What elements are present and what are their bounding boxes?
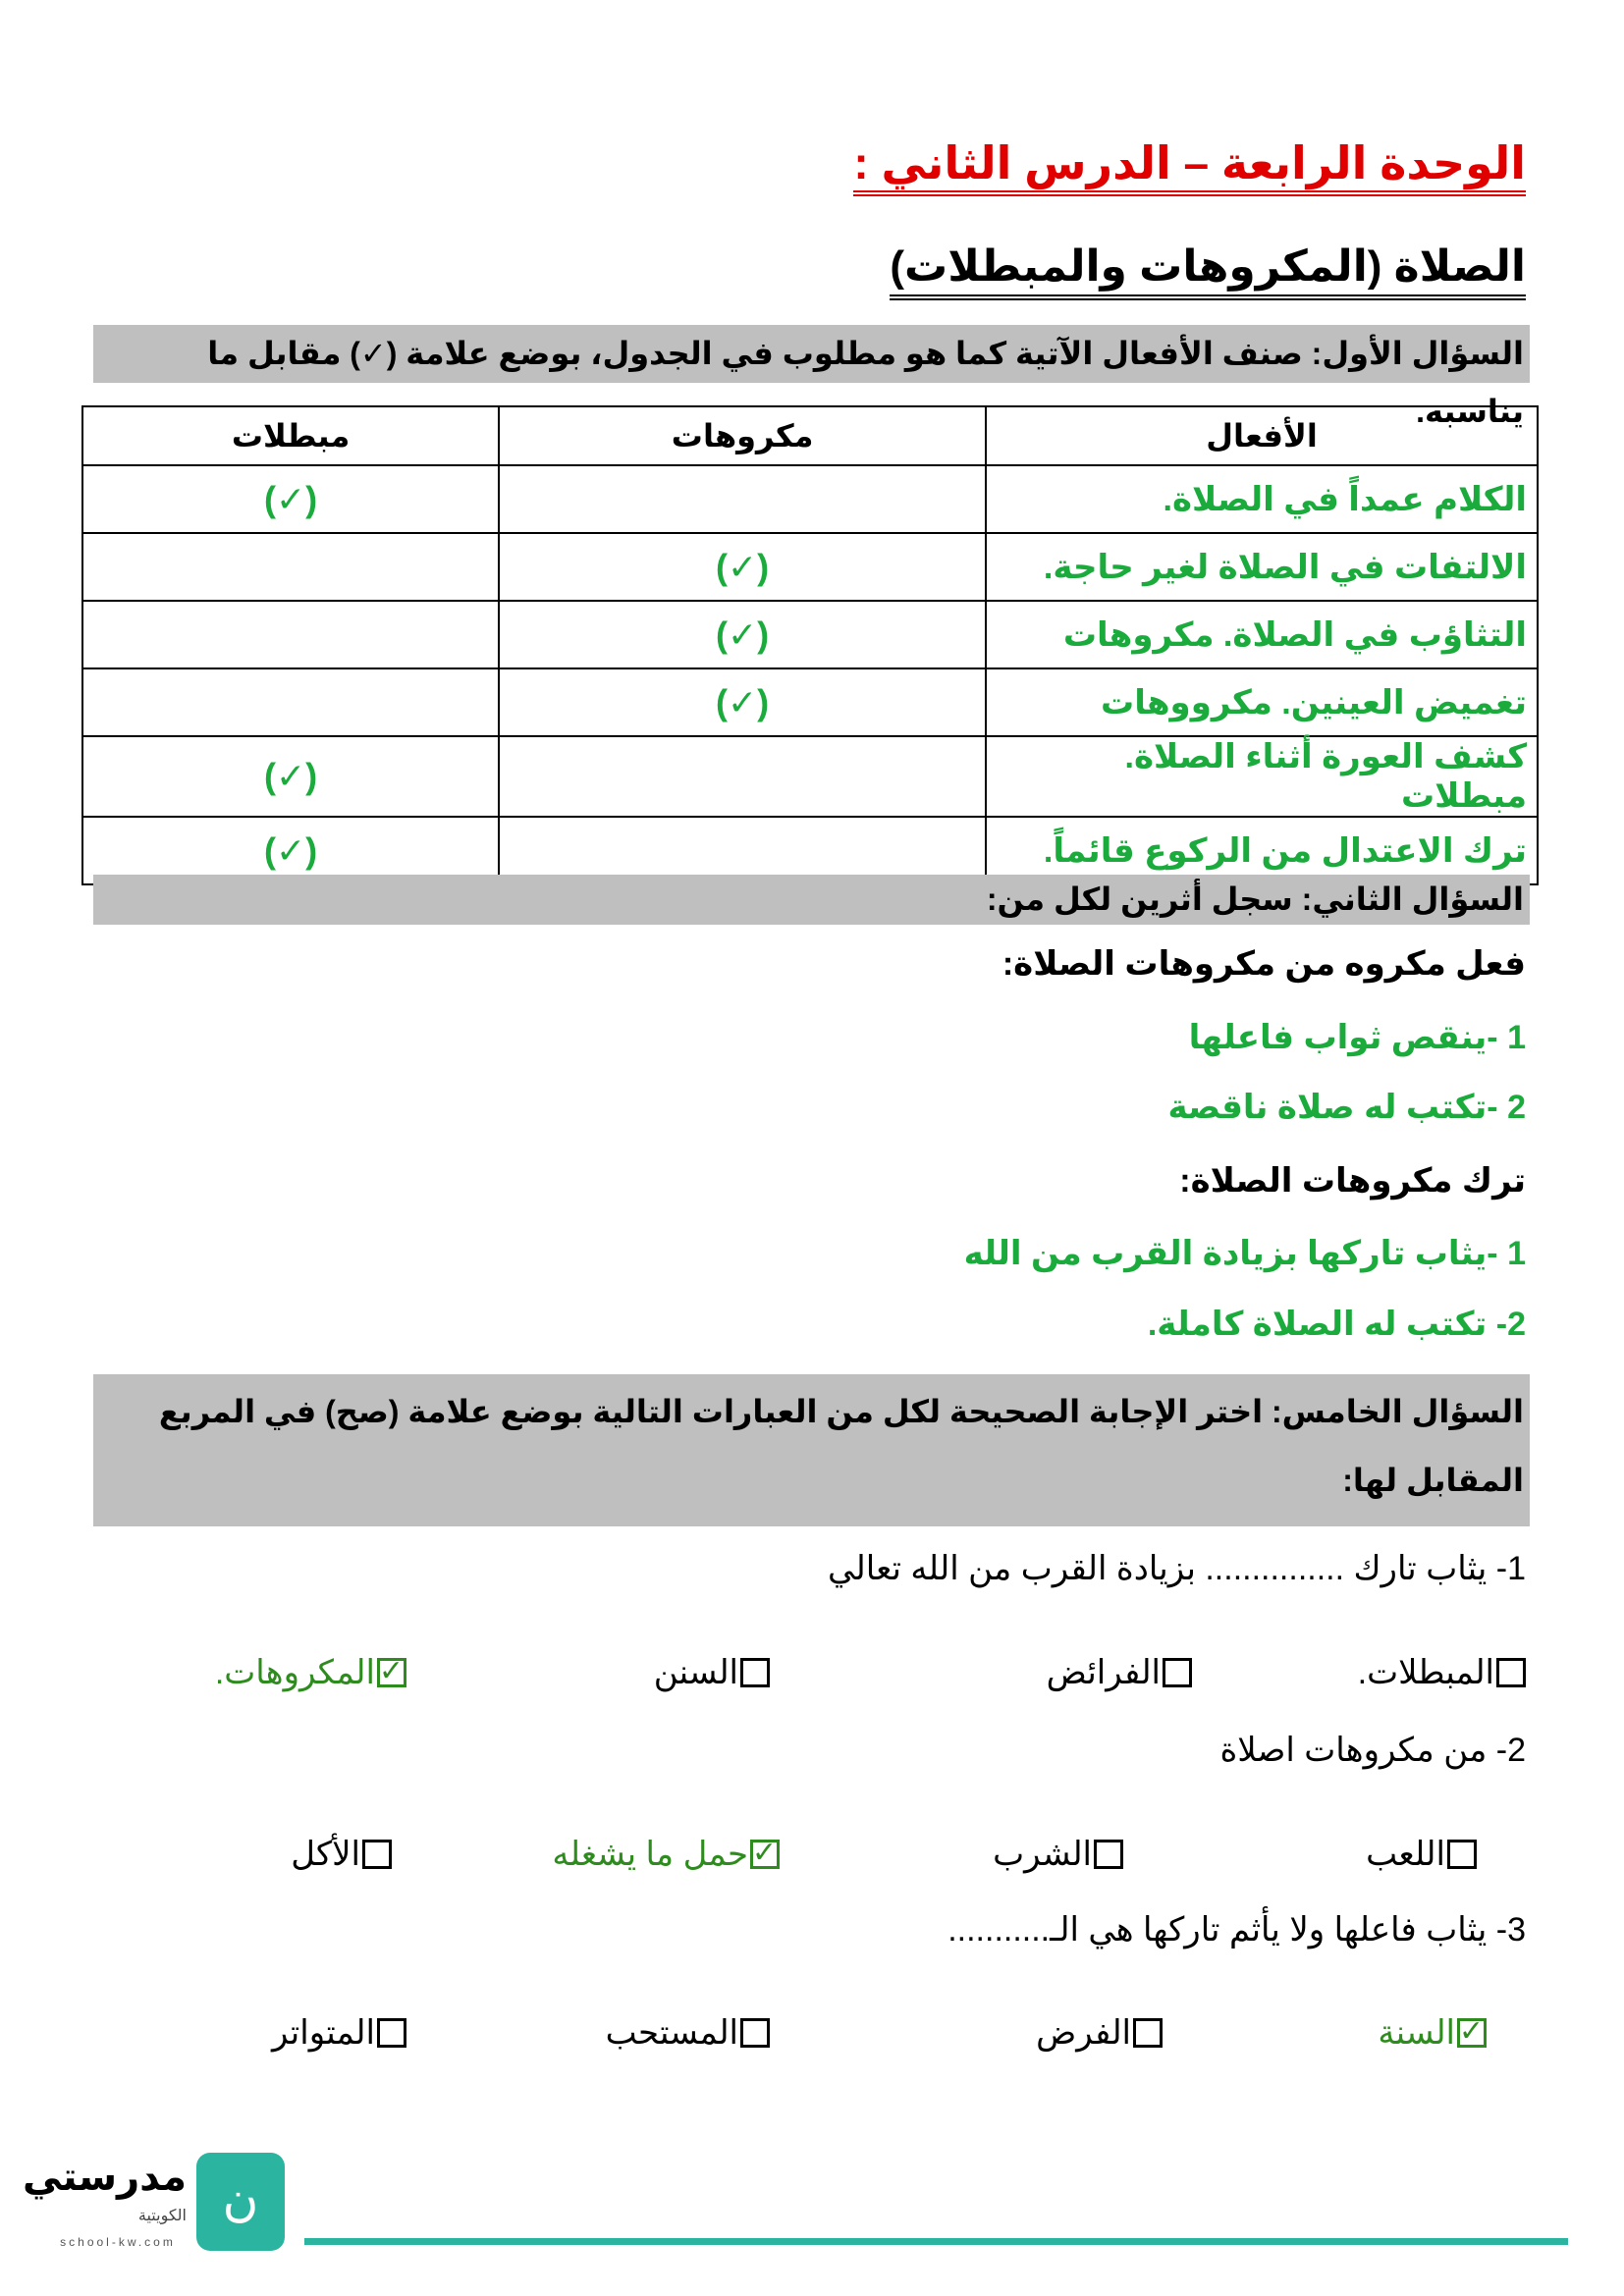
checkbox-icon[interactable] bbox=[1163, 1658, 1192, 1687]
unit-title: الوحدة الرابعة – الدرس الثاني : bbox=[853, 135, 1526, 196]
checkbox-icon[interactable] bbox=[740, 2018, 770, 2048]
q5-prompt-line-1: السؤال الخامس: اختر الإجابة الصحيحة لكل من العبارات التالية بوضع علامة (صح) في المربع bbox=[158, 1394, 1524, 1429]
q2-prompt: السؤال الثاني: سجل أثرين لكل من: bbox=[93, 875, 1530, 925]
checkbox-icon[interactable] bbox=[1496, 1658, 1526, 1687]
mubtil-cell bbox=[82, 668, 499, 736]
q5-option[interactable] bbox=[552, 1835, 780, 1874]
table-row bbox=[82, 668, 1538, 736]
option-label: المتواتر bbox=[272, 2014, 375, 2052]
checkbox-icon[interactable] bbox=[740, 1658, 770, 1687]
madrasati-logo bbox=[22, 2145, 295, 2272]
option-label: الشرب bbox=[993, 1836, 1092, 1873]
q5-option[interactable] bbox=[1378, 2013, 1487, 2053]
checkbox-icon[interactable] bbox=[362, 1840, 392, 1869]
q2-b-answer-2: 2- تكتب له الصلاة كاملة. bbox=[1147, 1306, 1526, 1343]
action-cell: الكلام عمداً في الصلاة. bbox=[986, 465, 1538, 533]
mubtil-cell bbox=[82, 601, 499, 668]
col-mubtil: مبطلات bbox=[82, 406, 499, 465]
checkbox-icon[interactable] bbox=[377, 2018, 406, 2048]
q5-option[interactable] bbox=[606, 2013, 770, 2053]
mubtil-cell: (✓) bbox=[82, 736, 499, 817]
action-cell: تغميض العينين. مكرووهات bbox=[986, 668, 1538, 736]
q5-question-3: 3- يثاب فاعلها ولا يأثم تاركها هي الـ........... bbox=[947, 1911, 1526, 1949]
q2-b-answer-1: 1 -يثاب تاركها بزيادة القرب من الله bbox=[963, 1235, 1526, 1272]
q1-prompt: السؤال الأول: صنف الأفعال الآتية كما هو مطلوب في الجدول، بوضع علامة (✓) مقابل ما يناسبه. bbox=[93, 325, 1530, 383]
lesson-subtitle: الصلاة (المكروهات والمبطلات) bbox=[890, 240, 1526, 300]
q2-a-answer-1: 1 -ينقص ثواب فاعلها bbox=[1188, 1019, 1526, 1056]
logo-mark-icon: ن bbox=[196, 2153, 285, 2251]
action-cell: كشف العورة أثناء الصلاة. مبطلات bbox=[986, 736, 1538, 817]
q5-option[interactable] bbox=[1366, 1835, 1477, 1874]
q5-prompt bbox=[93, 1374, 1530, 1526]
table-row bbox=[82, 601, 1538, 668]
option-label: حمل ما يشغله bbox=[552, 1836, 748, 1873]
action-cell: ترك الاعتدال من الركوع قائماً. bbox=[986, 817, 1538, 884]
q5-prompt-line-2: المقابل لها: bbox=[1342, 1463, 1524, 1498]
makruh-cell: (✓) bbox=[499, 533, 986, 601]
q5-option[interactable] bbox=[1358, 1653, 1526, 1692]
q5-option[interactable] bbox=[1047, 1653, 1192, 1692]
table-row bbox=[82, 736, 1538, 817]
checked-checkbox-icon[interactable]: ✓ bbox=[377, 1658, 406, 1687]
checkbox-icon[interactable] bbox=[1094, 1840, 1123, 1869]
option-label: الفرض bbox=[1036, 2014, 1131, 2052]
classification-table bbox=[81, 405, 1539, 885]
q5-option[interactable] bbox=[272, 2013, 406, 2053]
logo-sub: الكويتية bbox=[137, 2208, 187, 2224]
option-label: المبطلات. bbox=[1357, 1654, 1494, 1691]
checkbox-icon[interactable] bbox=[1133, 2018, 1163, 2048]
option-label: المستحب bbox=[605, 2014, 738, 2052]
option-label: الفرائض bbox=[1046, 1654, 1161, 1691]
makruh-cell: (✓) bbox=[499, 668, 986, 736]
q5-option[interactable] bbox=[291, 1835, 392, 1874]
q5-question-1: 1- يثاب تارك ............... بزيادة القرب من الله تعالي bbox=[828, 1550, 1526, 1587]
mubtil-cell: (✓) bbox=[82, 465, 499, 533]
col-actions: الأفعال bbox=[986, 406, 1538, 465]
q5-question-2: 2- من مكروهات اصلاة bbox=[1219, 1732, 1526, 1769]
option-label: الأكل bbox=[291, 1836, 360, 1873]
option-label: السنة bbox=[1378, 2014, 1455, 2052]
table-row bbox=[82, 465, 1538, 533]
q2-a-heading: فعل مكروه من مكروهات الصلاة: bbox=[1001, 945, 1526, 983]
makruh-cell bbox=[499, 465, 986, 533]
makruh-cell bbox=[499, 736, 986, 817]
makruh-cell: (✓) bbox=[499, 601, 986, 668]
q5-option[interactable] bbox=[993, 1835, 1123, 1874]
action-cell: الالتفات في الصلاة لغير حاجة. bbox=[986, 533, 1538, 601]
mubtil-cell: (✓) bbox=[82, 817, 499, 884]
mubtil-cell bbox=[82, 533, 499, 601]
q2-b-heading: ترك مكروهات الصلاة: bbox=[1179, 1162, 1526, 1200]
logo-text: مدرستي bbox=[22, 2156, 187, 2199]
q5-option[interactable] bbox=[654, 1653, 770, 1692]
option-label: المكروهات. bbox=[214, 1654, 375, 1691]
table-row bbox=[82, 533, 1538, 601]
action-cell: التثاؤب في الصلاة. مكروهات bbox=[986, 601, 1538, 668]
col-makruh: مكروهات bbox=[499, 406, 986, 465]
option-label: اللعب bbox=[1366, 1836, 1445, 1873]
q5-option[interactable] bbox=[1036, 2013, 1163, 2053]
checked-checkbox-icon[interactable]: ✓ bbox=[1457, 2018, 1487, 2048]
q5-option[interactable] bbox=[215, 1653, 406, 1692]
checkbox-icon[interactable] bbox=[1447, 1840, 1477, 1869]
logo-url: school-kw.com bbox=[60, 2235, 176, 2249]
q2-a-answer-2: 2 -تكتب له صلاة ناقصة bbox=[1167, 1089, 1526, 1126]
checked-checkbox-icon[interactable]: ✓ bbox=[750, 1840, 780, 1869]
footer-divider bbox=[304, 2238, 1568, 2245]
option-label: السنن bbox=[653, 1654, 738, 1691]
